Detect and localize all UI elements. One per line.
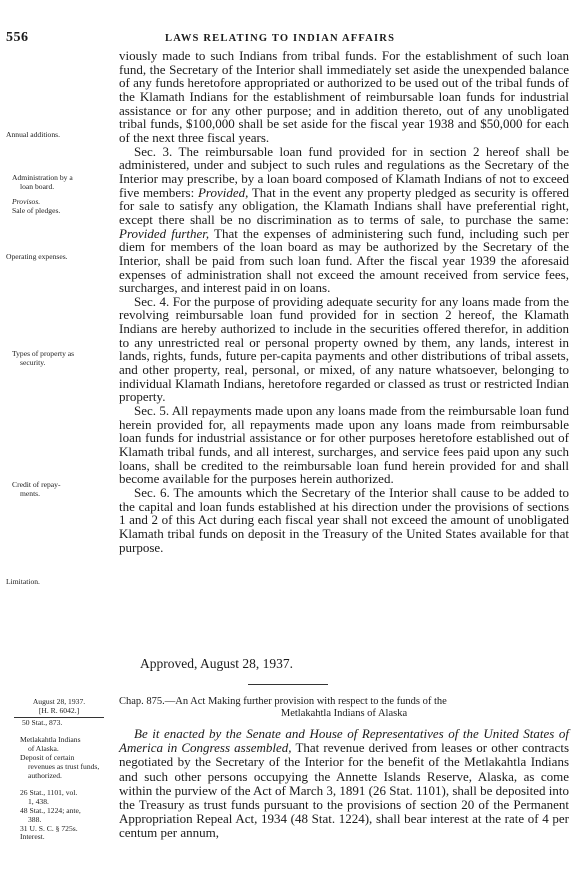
margin-note-text: revenues as trust funds, bbox=[28, 761, 100, 771]
margin-note-types-of-property bbox=[6, 350, 112, 367]
proviso-label: Provided, bbox=[197, 184, 249, 200]
approved-date: Approved, August 28, 1937. bbox=[140, 656, 293, 671]
bill-number: [H. R. 6042.] bbox=[38, 705, 80, 715]
margin-note-text: 48 Stat., 1224; ante, bbox=[20, 805, 81, 815]
margin-note-text: 388. bbox=[28, 814, 42, 824]
margin-note-text: Metlakahtla Indians bbox=[20, 735, 81, 745]
section-6: Sec. 6. The amounts which the Secretary of the Interior shall cause to be added to the capital and loan funds established at his direction under the provisions of sections 1 and 2 of this Act during each fiscal year shall not exceed the amount of unobligated Klamath tribal funds on deposit in the Treasury of the United States available for that purpose. bbox=[119, 485, 569, 555]
margin-note-provisos bbox=[6, 198, 112, 215]
margin-note-line bbox=[6, 481, 112, 498]
margin-note-line bbox=[6, 350, 112, 367]
margin-note-credit-of-repayments bbox=[6, 481, 112, 498]
margin-note-sale-of-pledges: Sale of pledges. bbox=[12, 205, 61, 215]
margin-note-text: 1, 438. bbox=[28, 797, 49, 807]
margin-note-deposit bbox=[14, 754, 104, 780]
enactment-paragraph bbox=[119, 727, 569, 841]
margin-note-text: Types of property as bbox=[12, 349, 75, 358]
margin-note-citation-3: 31 U. S. C. § 725s. bbox=[20, 823, 78, 833]
margin-note-metlakahtla bbox=[14, 736, 104, 754]
margin-note-text: Deposit of certain bbox=[20, 752, 75, 762]
margin-note-operating-expenses: Operating expenses. bbox=[6, 252, 68, 261]
margin-note-text: authorized. bbox=[28, 770, 62, 780]
page-number: 556 bbox=[6, 30, 29, 45]
margin-note-text: loan board. bbox=[20, 181, 55, 191]
margin-note-annual-additions: Annual additions. bbox=[6, 130, 60, 139]
margin-note-administration bbox=[6, 174, 112, 191]
act-sidebox bbox=[14, 698, 104, 842]
margin-note-text: Credit of repay- bbox=[12, 480, 61, 489]
section-5: Sec. 5. All repayments made upon any loans made from the reimbursable loan fund herein provided for, all repayments made upon any loans made from reimbursable loan funds for industrial assistance or for other purposes heretofore established out of Klamath tribal funds, and all interest, surcharges, and service fees paid upon any such loans, shall be credited to the reimbursable loan fund herein provided for and shall become available for the purposes herein authorized. bbox=[119, 403, 569, 487]
margin-note-line bbox=[6, 174, 112, 191]
margin-note-text: ments. bbox=[20, 488, 41, 498]
margin-note-interest: Interest. bbox=[20, 832, 45, 842]
statute-citation: 50 Stat., 873. bbox=[22, 717, 63, 727]
chapter-heading bbox=[119, 696, 569, 720]
margin-note-text: of Alaska. bbox=[28, 744, 59, 754]
section-3 bbox=[119, 145, 569, 295]
margin-note-text: 26 Stat., 1101, vol. bbox=[20, 788, 78, 798]
enactment-text: That revenue derived from leases or other contracts negotiated by the Secretary of the Interior for the benefit of the Metlakahtla Indians and such other persons occupying the Annette Islands Reserve, Alaska, as come within the purview of the Act of March 3, 1891 (26 Stat. 1101), shall be deposited into the Treasury as trust funds pursuant to the provisions of section 20 of the Permanent Appropriation Repeal Act, 1934 (48 Stat. 1224), shall bear interest at the rate of 4 per centum per annum, bbox=[119, 740, 569, 841]
margin-note-text: security. bbox=[20, 357, 46, 367]
divider-rule bbox=[248, 684, 328, 685]
margin-note-text: Administration by a bbox=[12, 173, 73, 182]
section-3-text: Sec. 3. The reimbursable loan fund provided for in section 2 hereof shall be administered, under and subject to such rules and regulations as the Secretary of the Interior may prescribe, by a loan board composed of Klamath Indians of not to exceed five members: bbox=[119, 143, 569, 200]
act-date: August 28, 1937. bbox=[32, 697, 86, 706]
section-3-text: That in the event any property pledged as security is offered for sale to satisfy any obligation, the Klamath Indians shall have preferential right, except there shall be no discrimination as to terms of sale, to purchase the same: bbox=[119, 184, 569, 227]
margin-note-limitation: Limitation. bbox=[6, 577, 40, 586]
paragraph-continued: viously made to such Indians from tribal funds. For the establishment of such loan fund, the Secretary of the Interior shall immediately set aside the unexpended balance of any funds heretofore appropriated or authorized to be used out of the tribal funds of the Klamath Indians for the establishment of reimbursable loan funds for industrial assistance or for any other purpose; and in addition thereto, out of any unobligated tribal funds, $100,000 shall be set aside for the fiscal year 1938 and $50,000 for each of the next three fiscal years. bbox=[119, 48, 569, 145]
margin-note-provisos-label: Provisos. bbox=[12, 197, 41, 206]
section-4: Sec. 4. For the purpose of providing adequate security for any loans made from the revolving reimbursable loan fund provided for in section 2 hereof, the Klamath Indians are hereby authorized to include in the securities offered therefor, in addition to any unrestricted real or personal property owned by them, any lands, interest in lands, rights, funds, future per-capita payments and other distributions of tribal assets, and other property, real, personal, or mixed, of any nature whatsoever, belonging to individual Klamath Indians, heretofore regarded or classed as trust or restricted Indian property. bbox=[119, 293, 569, 405]
running-title: LAWS RELATING TO INDIAN AFFAIRS bbox=[165, 33, 396, 44]
margin-note-citation-1 bbox=[14, 789, 104, 807]
main-text bbox=[119, 49, 569, 554]
margin-note-citation-2 bbox=[14, 807, 104, 825]
chapter-heading-line-2: Metlakahtla Indians of Alaska bbox=[280, 708, 408, 719]
chapter-heading-line-1: Chap. 875.—An Act Making further provision with respect to the funds of the bbox=[119, 696, 447, 707]
proviso-further-label: Provided further, bbox=[119, 225, 210, 241]
section-3-text: That the expenses of administering such fund, including such per diem for members of the loan board as may be authorized by the Secretary of the Interior, shall be paid from such loan fund. After the fiscal year 1939 the aforesaid expenses of administration shall not exceed the amount received from service fees, surcharges, and interest paid in on loans. bbox=[119, 225, 570, 296]
enacting-clause: Be it enacted by the Senate and House of Representatives of the United States of America in Congress assembled, bbox=[119, 726, 569, 756]
